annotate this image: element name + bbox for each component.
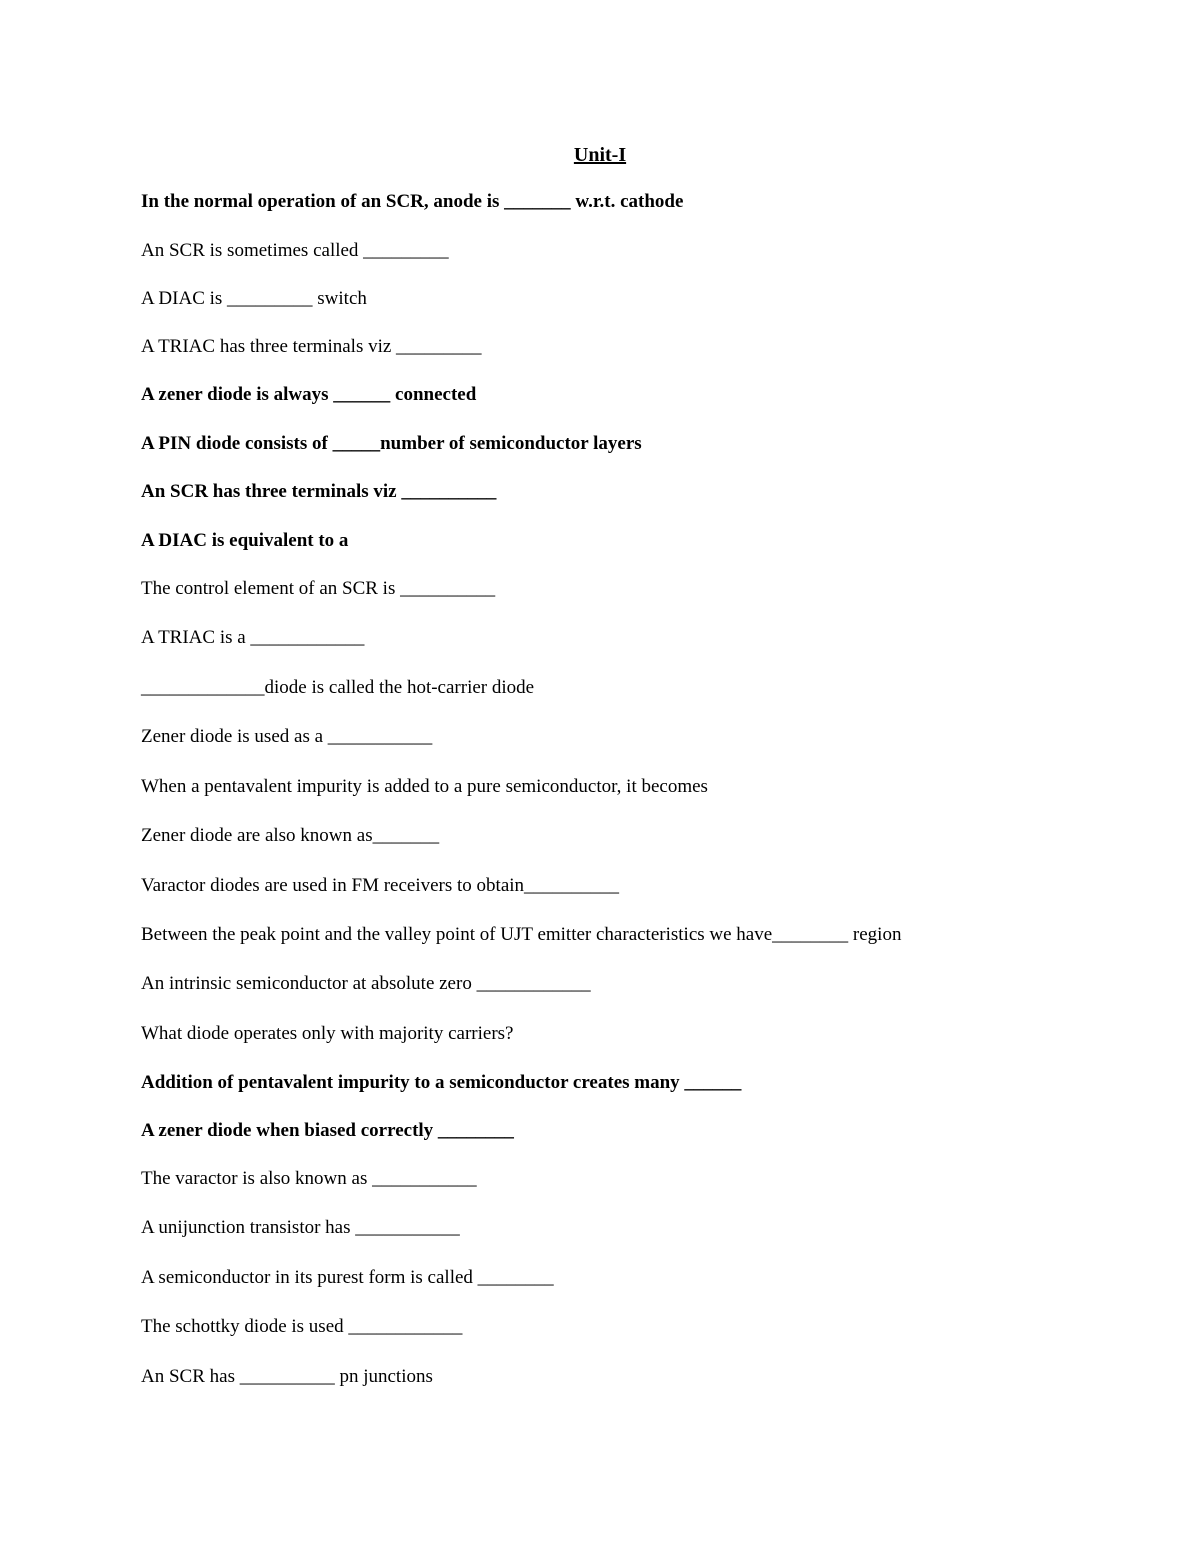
question-1: In the normal operation of an SCR, anode is _______ w.r.t. cathode <box>141 191 684 212</box>
question-3: A DIAC is _________ switch <box>141 288 367 309</box>
question-22: A unijunction transistor has ___________ <box>141 1217 460 1238</box>
question-9: The control element of an SCR is __________ <box>141 578 496 599</box>
question-25: An SCR has __________ pn junctions <box>141 1366 433 1387</box>
question-5: A zener diode is always ______ connected <box>141 384 477 405</box>
question-18: What diode operates only with majority carriers? <box>141 1023 514 1044</box>
question-19: Addition of pentavalent impurity to a semiconductor creates many ______ <box>141 1072 742 1093</box>
question-21: The varactor is also known as ___________ <box>141 1168 477 1189</box>
question-2: An SCR is sometimes called _________ <box>141 240 449 261</box>
question-6: A PIN diode consists of _____number of semiconductor layers <box>141 433 642 454</box>
question-15: Varactor diodes are used in FM receivers to obtain__________ <box>141 875 620 896</box>
question-12: Zener diode is used as a ___________ <box>141 726 433 747</box>
question-4: A TRIAC has three terminals viz _________ <box>141 336 482 357</box>
question-10: A TRIAC is a ____________ <box>141 627 365 648</box>
question-7: An SCR has three terminals viz __________ <box>141 481 497 502</box>
question-23: A semiconductor in its purest form is called ________ <box>141 1267 554 1288</box>
question-8: A DIAC is equivalent to a <box>141 530 349 551</box>
question-16: Between the peak point and the valley point of UJT emitter characteristics we have________ region <box>141 924 902 945</box>
question-14: Zener diode are also known as_______ <box>141 825 440 846</box>
page-title: Unit-I <box>573 144 627 166</box>
question-13: When a pentavalent impurity is added to a pure semiconductor, it becomes <box>141 776 708 797</box>
question-17: An intrinsic semiconductor at absolute zero ____________ <box>141 973 591 994</box>
question-11: _____________diode is called the hot-carrier diode <box>141 677 535 698</box>
question-24: The schottky diode is used ____________ <box>141 1316 463 1337</box>
question-20: A zener diode when biased correctly ________ <box>141 1120 514 1141</box>
